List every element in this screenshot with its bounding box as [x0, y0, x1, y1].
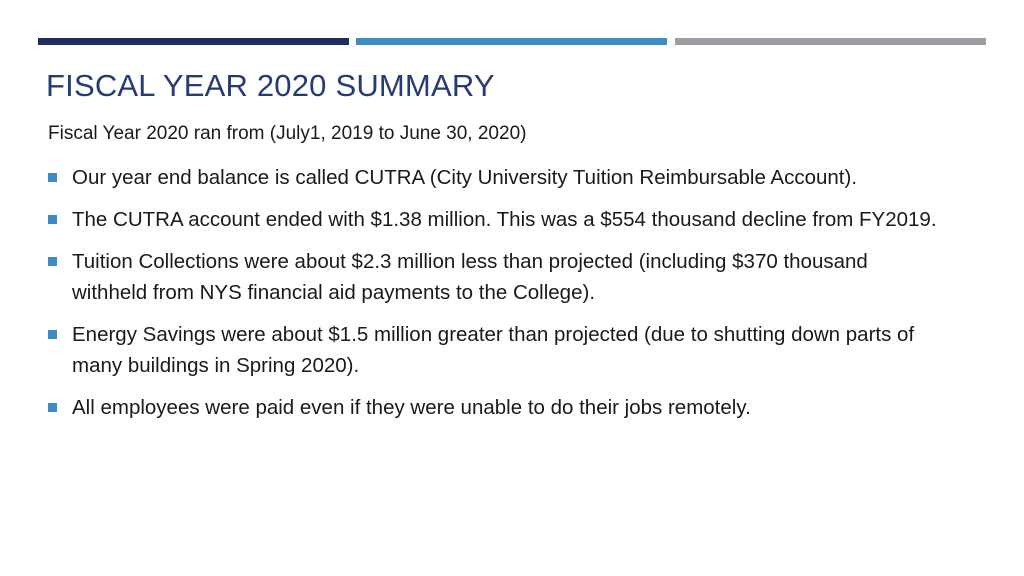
bullet-text: All employees were paid even if they were unable to do their jobs remotely.	[72, 396, 751, 419]
header-bar-dark	[38, 38, 349, 45]
square-bullet-icon	[48, 330, 57, 339]
header-bar-blue	[356, 38, 667, 45]
square-bullet-icon	[48, 173, 57, 182]
slide-title: FISCAL YEAR 2020 SUMMARY	[46, 68, 495, 103]
bullet-item	[48, 392, 948, 423]
bullet-text: Tuition Collections were about $2.3 million less than projected (including $370 thousand withheld from NYS financial aid payments to the College).	[72, 250, 868, 304]
bullet-item	[48, 162, 948, 193]
bullet-text: Energy Savings were about $1.5 million greater than projected (due to shutting down parts of many buildings in Spring 2020).	[72, 323, 915, 377]
square-bullet-icon	[48, 215, 57, 224]
bullet-text: Our year end balance is called CUTRA (City University Tuition Reimbursable Account).	[72, 166, 858, 189]
slide-subtitle: Fiscal Year 2020 ran from (July1, 2019 to June 30, 2020)	[48, 123, 527, 144]
square-bullet-icon	[48, 257, 57, 266]
square-bullet-icon	[48, 403, 57, 412]
bullet-item	[48, 204, 948, 235]
bullet-text: The CUTRA account ended with $1.38 million. This was a $554 thousand decline from FY2019.	[72, 208, 937, 231]
header-bar-grey	[675, 38, 986, 45]
bullet-list	[48, 162, 948, 434]
bullet-item	[48, 319, 948, 381]
bullet-item	[48, 246, 948, 308]
